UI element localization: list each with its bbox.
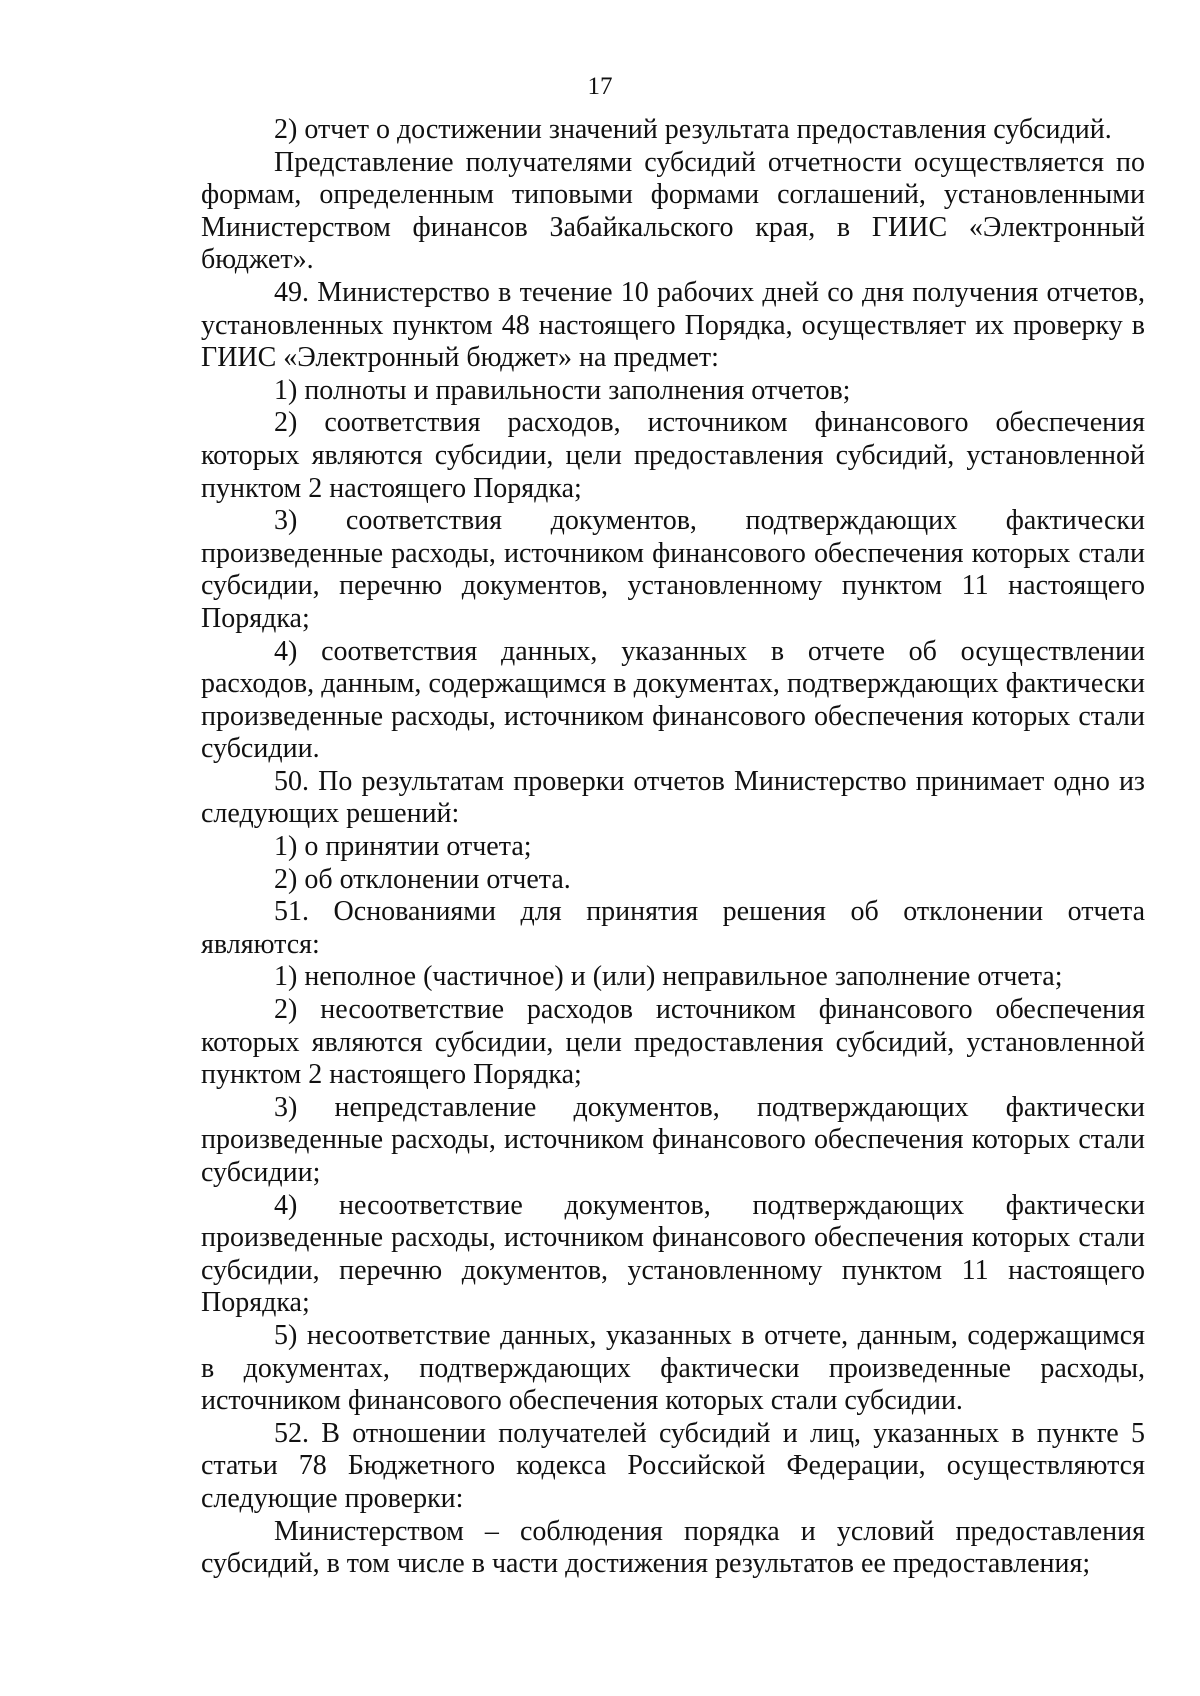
- paragraph: 5) несоответствие данных, указанных в отчете, данным, содержащимся в документах, подтверждающих фактически произведенные расходы, источником финансового обеспечения которых стали субсидии.: [201, 1319, 1145, 1417]
- paragraph: 2) соответствия расходов, источником финансового обеспечения которых являются субсидии, цели предоставления субсидий, установленной пунктом 2 настоящего Порядка;: [201, 407, 1145, 504]
- paragraph: 51. Основаниями для принятия решения об отклонении отчета являются:: [201, 896, 1145, 960]
- paragraph: 3) соответствия документов, подтверждающих фактически произведенные расходы, источником финансового обеспечения которых стали субсидии, перечню документов, установленному пунктом 11 настоящего Порядка;: [201, 505, 1145, 634]
- paragraph: Представление получателями субсидий отчетности осуществляется по формам, определенным типовыми формами соглашений, установленными Министерством финансов Забайкальского края, в ГИИС «Электронный бюджет».: [201, 146, 1145, 276]
- paragraph: 50. По результатам проверки отчетов Министерство принимает одно из следующих решений:: [201, 765, 1145, 830]
- paragraph: 2) об отклонении отчета.: [274, 863, 571, 895]
- paragraph: 2) несоответствие расходов источником финансового обеспечения которых являются субсидии, цели предоставления субсидий, установленной пунктом 2 настоящего Порядка;: [201, 994, 1145, 1091]
- paragraph: 4) несоответствие документов, подтверждающих фактически произведенные расходы, источником финансового обеспечения которых стали субсидии, перечню документов, установленному пунктом 11 настоящего Порядка;: [201, 1189, 1145, 1319]
- paragraph: 1) неполное (частичное) и (или) неправильное заполнение отчета;: [274, 961, 1063, 993]
- document-body: [201, 114, 1145, 1581]
- paragraph: 1) полноты и правильности заполнения отчетов;: [274, 374, 851, 406]
- paragraph: 49. Министерство в течение 10 рабочих дней со дня получения отчетов, установленных пунктом 48 настоящего Порядка, осуществляет их проверку в ГИИС «Электронный бюджет» на предмет:: [201, 276, 1145, 374]
- paragraph: 2) отчет о достижении значений результата предоставления субсидий.: [274, 114, 1112, 145]
- paragraph: 3) непредставление документов, подтверждающих фактически произведенные расходы, источником финансового обеспечения которых стали субсидии;: [201, 1091, 1145, 1188]
- paragraph: 1) о принятии отчета;: [274, 831, 532, 863]
- paragraph: Министерством – соблюдения порядка и условий предоставления субсидий, в том числе в части достижения результатов ее предоставления;: [201, 1515, 1145, 1580]
- paragraph: 52. В отношении получателей субсидий и лиц, указанных в пункте 5 статьи 78 Бюджетного кодекса Российской Федерации, осуществляются следующие проверки:: [201, 1417, 1145, 1514]
- page-number: 17: [587, 73, 613, 100]
- paragraph: 4) соответствия данных, указанных в отчете об осуществлении расходов, данным, содержащимся в документах, подтверждающих фактически произведенные расходы, источником финансового обеспечения которых стали субсидии.: [201, 635, 1145, 765]
